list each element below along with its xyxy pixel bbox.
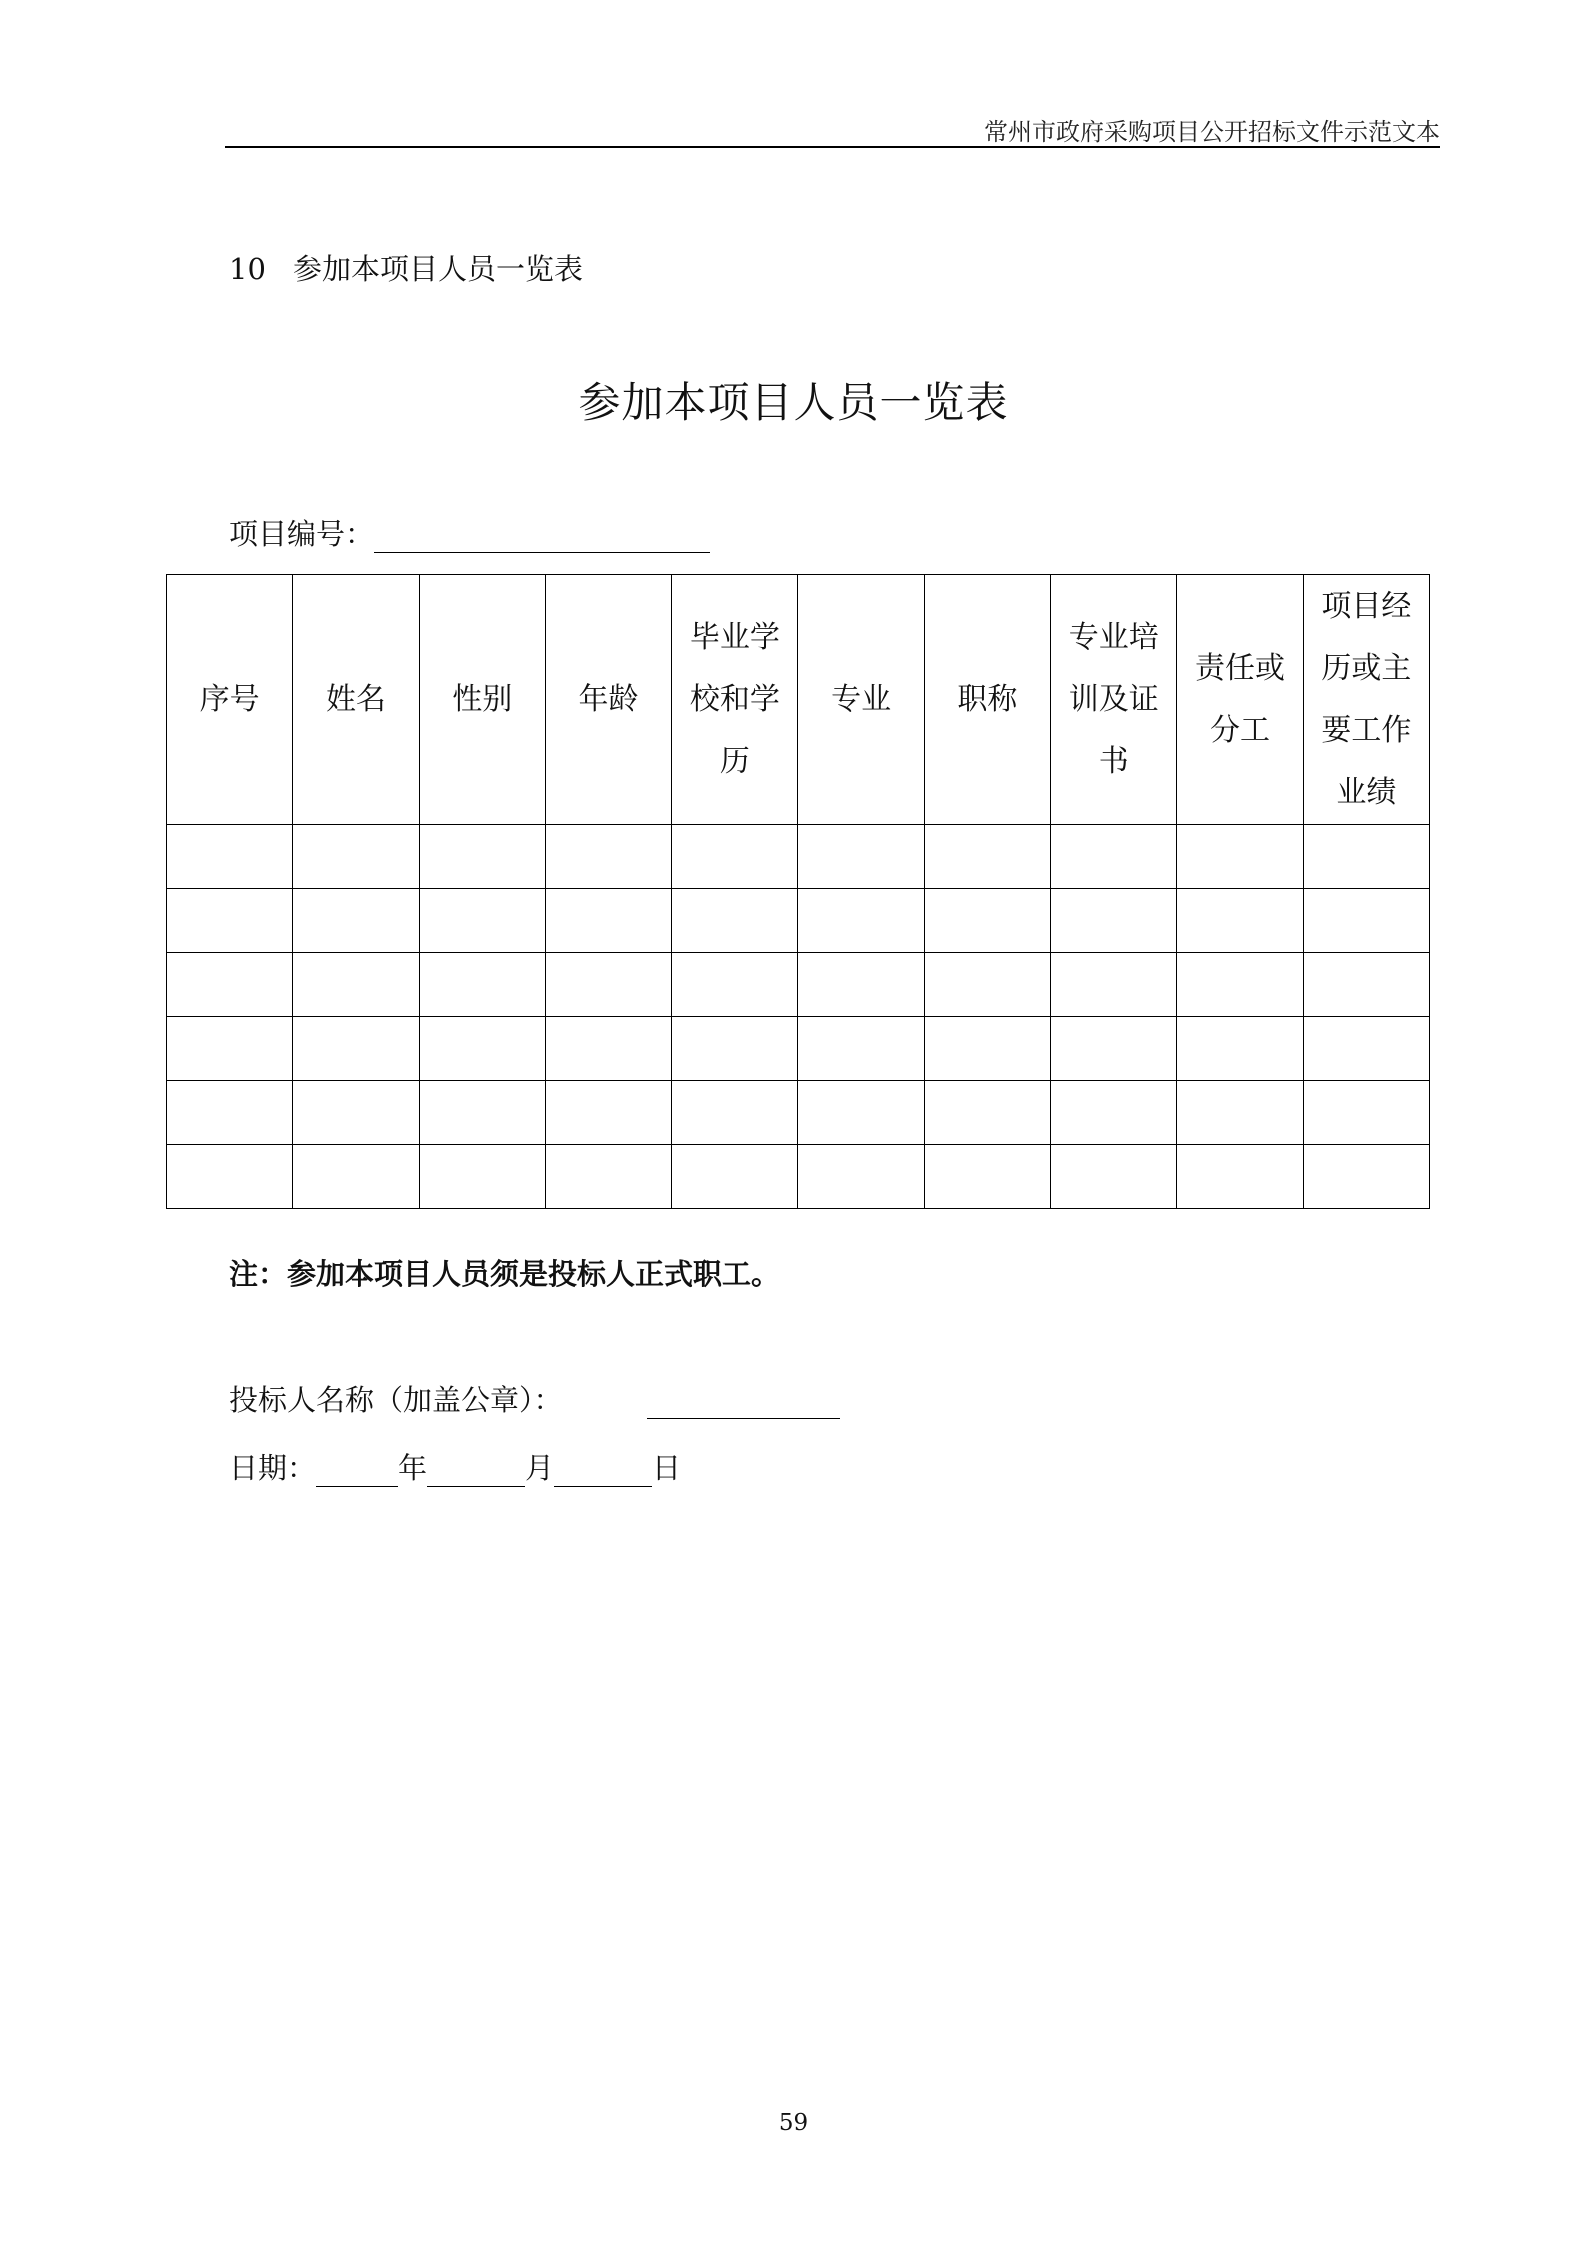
section-heading: [229, 247, 583, 288]
header-rule: [225, 146, 1440, 148]
column-header-label: 序号: [199, 681, 260, 717]
column-header-label: 专业: [831, 681, 892, 717]
date-month-field[interactable]: [427, 1454, 525, 1487]
column-header: [1051, 575, 1177, 825]
bidder-name-line: [229, 1378, 840, 1419]
table-cell[interactable]: [672, 825, 798, 889]
table-row: [167, 889, 1430, 953]
table-row: [167, 1017, 1430, 1081]
column-header: [293, 575, 419, 825]
column-header: [545, 575, 671, 825]
table-cell[interactable]: [545, 1017, 671, 1081]
column-header: [167, 575, 293, 825]
table-cell[interactable]: [798, 1017, 924, 1081]
table-cell[interactable]: [1051, 953, 1177, 1017]
table-cell[interactable]: [798, 953, 924, 1017]
table-cell[interactable]: [545, 825, 671, 889]
table-cell[interactable]: [419, 1081, 545, 1145]
column-header-label: 年龄: [578, 681, 639, 717]
page-header: 常州市政府采购项目公开招标文件示范文本: [984, 118, 1440, 146]
table-row: [167, 825, 1430, 889]
date-day-label: 日: [652, 1451, 682, 1485]
table-cell[interactable]: [1177, 1017, 1303, 1081]
table-cell[interactable]: [545, 1145, 671, 1209]
table-cell[interactable]: [672, 1017, 798, 1081]
table-cell[interactable]: [924, 1017, 1050, 1081]
table-cell[interactable]: [167, 953, 293, 1017]
table-cell[interactable]: [924, 1081, 1050, 1145]
table-cell[interactable]: [1177, 1081, 1303, 1145]
column-header-label: 项目经历或主要工作业绩: [1321, 588, 1412, 810]
date-line: [229, 1446, 681, 1487]
bidder-name-label: 投标人名称（加盖公章）：: [229, 1383, 563, 1417]
table-cell[interactable]: [293, 889, 419, 953]
table-cell[interactable]: [167, 1017, 293, 1081]
column-header-label: 职称: [957, 681, 1018, 717]
table-cell[interactable]: [1303, 1145, 1429, 1209]
column-header-label: 性别: [452, 681, 513, 717]
column-header-label: 姓名: [325, 681, 386, 717]
date-year-field[interactable]: [316, 1454, 398, 1487]
project-number-label: 项目编号：: [229, 517, 375, 551]
table-cell[interactable]: [293, 825, 419, 889]
table-cell[interactable]: [1177, 825, 1303, 889]
table-cell[interactable]: [1051, 1081, 1177, 1145]
column-header: [1303, 575, 1429, 825]
table-row: [167, 953, 1430, 1017]
table-cell[interactable]: [672, 953, 798, 1017]
section-title: 参加本项目人员一览表: [293, 252, 584, 286]
table-cell[interactable]: [167, 825, 293, 889]
date-label: 日期：: [229, 1451, 317, 1485]
column-header: [798, 575, 924, 825]
table-cell[interactable]: [798, 825, 924, 889]
date-month-label: 月: [525, 1451, 555, 1485]
table-cell[interactable]: [419, 889, 545, 953]
column-header-label: 责任或分工: [1195, 650, 1286, 748]
table-cell[interactable]: [419, 953, 545, 1017]
table-cell[interactable]: [167, 1145, 293, 1209]
table-cell[interactable]: [924, 825, 1050, 889]
project-number-field[interactable]: [374, 520, 710, 553]
table-cell[interactable]: [1303, 1017, 1429, 1081]
table-cell[interactable]: [293, 953, 419, 1017]
table-cell[interactable]: [545, 953, 671, 1017]
document-title: 参加本项目人员一览表: [578, 378, 1009, 427]
column-header: [672, 575, 798, 825]
table-body: [167, 825, 1430, 1209]
table-cell[interactable]: [672, 1145, 798, 1209]
table-cell[interactable]: [1051, 1145, 1177, 1209]
table-row: [167, 1145, 1430, 1209]
table-cell[interactable]: [1303, 889, 1429, 953]
table-cell[interactable]: [545, 889, 671, 953]
table-cell[interactable]: [419, 1017, 545, 1081]
table-cell[interactable]: [672, 1081, 798, 1145]
table-cell[interactable]: [1303, 825, 1429, 889]
table-cell[interactable]: [293, 1017, 419, 1081]
table-cell[interactable]: [1051, 1017, 1177, 1081]
column-header: [1177, 575, 1303, 825]
table-cell[interactable]: [924, 1145, 1050, 1209]
table-cell[interactable]: [672, 889, 798, 953]
table-cell[interactable]: [798, 1145, 924, 1209]
table-cell[interactable]: [1303, 1081, 1429, 1145]
table-cell[interactable]: [924, 889, 1050, 953]
date-day-field[interactable]: [554, 1454, 652, 1487]
date-year-label: 年: [398, 1451, 428, 1485]
table-cell[interactable]: [1177, 889, 1303, 953]
table-cell[interactable]: [167, 889, 293, 953]
table-cell[interactable]: [798, 1081, 924, 1145]
note-text: 注：参加本项目人员须是投标人正式职工。: [229, 1257, 781, 1291]
table-cell[interactable]: [1051, 889, 1177, 953]
project-number-line: [229, 512, 710, 553]
column-header: [419, 575, 545, 825]
page-number: 59: [778, 2110, 809, 2136]
table-cell[interactable]: [1051, 825, 1177, 889]
table-cell[interactable]: [924, 953, 1050, 1017]
table-cell[interactable]: [1303, 953, 1429, 1017]
table-cell[interactable]: [1177, 1145, 1303, 1209]
table-cell[interactable]: [167, 1081, 293, 1145]
table-cell[interactable]: [419, 1145, 545, 1209]
column-header-label: 毕业学校和学历: [689, 619, 780, 779]
table-cell[interactable]: [419, 825, 545, 889]
table-cell[interactable]: [545, 1081, 671, 1145]
bidder-name-field[interactable]: [647, 1386, 840, 1419]
section-number: 10: [229, 252, 266, 286]
personnel-table: [166, 574, 1430, 1209]
table-header-row: [167, 575, 1430, 825]
column-header: [924, 575, 1050, 825]
column-header-label: 专业培训及证书: [1068, 619, 1159, 779]
table-cell[interactable]: [798, 889, 924, 953]
table-row: [167, 1081, 1430, 1145]
table-cell[interactable]: [1177, 953, 1303, 1017]
table-cell[interactable]: [293, 1081, 419, 1145]
table-cell[interactable]: [293, 1145, 419, 1209]
